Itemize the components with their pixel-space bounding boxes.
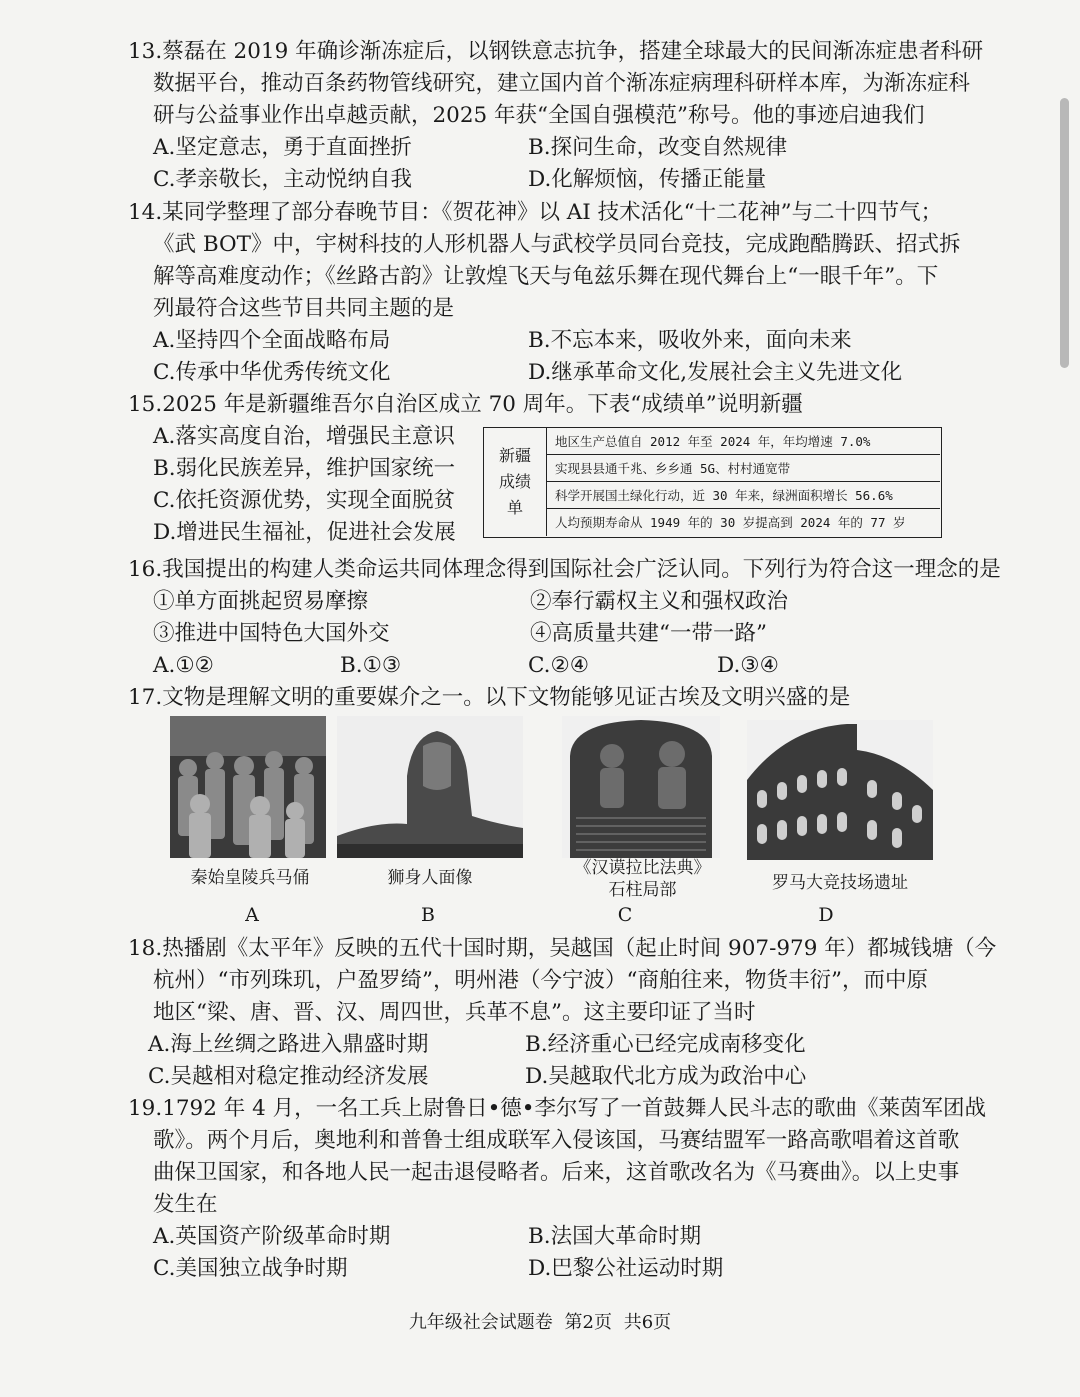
q16-item-3: ③推进中国特色大国外交 <box>153 621 390 646</box>
q15-stem: 15.2025 年是新疆维吾尔自治区成立 70 周年。下表“成绩单”说明新疆 <box>128 392 803 417</box>
q15-option-a: A.落实高度自治，增强民主意识 <box>153 424 455 449</box>
table-row: 人均预期寿命从 1949 年的 30 岁提高到 2024 年的 77 岁 <box>555 515 906 530</box>
q14-stem-line-2: 《武 BOT》中，宇树科技的人形机器人与武校学员同台竞技，完成跑酷腾跃、招式拆 <box>153 232 961 257</box>
q13-option-a: A.坚定意志，勇于直面挫折 <box>153 135 412 160</box>
q14-stem-line-3: 解等高难度动作；《丝路古韵》让敦煌飞天与龟兹乐舞在现代舞台上“一眼千年”。下 <box>153 264 939 289</box>
q13-stem-line-2: 数据平台，推动百条药物管线研究，建立国内首个渐冻症病理科研样本库，为渐冻症科 <box>153 71 971 96</box>
q18-option-c: C.吴越相对稳定推动经济发展 <box>148 1064 429 1089</box>
q15-option-c: C.依托资源优势，实现全面脱贫 <box>153 488 456 513</box>
q14-option-d: D.继承革命文化,发展社会主义先进文化 <box>528 360 903 385</box>
q16-item-1: ①单方面挑起贸易摩擦 <box>153 589 369 614</box>
q19-option-c: C.美国独立战争时期 <box>153 1256 348 1281</box>
q18-option-a: A.海上丝绸之路进入鼎盛时期 <box>148 1032 429 1057</box>
table-row: 地区生产总值自 2012 年至 2024 年，年均增速 7.0% <box>547 428 940 455</box>
q16-item-2: ②奉行霸权主义和强权政治 <box>530 589 789 614</box>
q16-stem: 16.我国提出的构建人类命运共同体理念得到国际社会广泛认同。下列行为符合这一理念的是 <box>128 557 1001 582</box>
q13-option-c: C.孝亲敬长，主动悦纳自我 <box>153 167 413 192</box>
colosseum-image <box>747 720 933 860</box>
caption-a: 秦始皇陵兵马俑 <box>190 868 310 888</box>
table-header-line: 新疆 <box>498 446 531 465</box>
sphinx-image <box>337 716 523 858</box>
q16-option-b: B.①③ <box>340 653 402 678</box>
q15-option-d: D.增进民生福祉，促进社会发展 <box>153 520 456 545</box>
q13-stem-line-3: 研与公益事业作出卓越贡献，2025 年获“全国自强模范”称号。他的事迹启迪我们 <box>153 103 925 128</box>
q13-option-b: B.探问生命，改变自然规律 <box>528 135 788 160</box>
table-row: 科学开展国土绿化行动，近 30 年来，绿洲面积增长 56.6% <box>547 482 940 509</box>
q13-stem-line-1: 13.蔡磊在 2019 年确诊渐冻症后，以钢铁意志抗争，搭建全球最大的民间渐冻症患者科研 <box>128 39 984 64</box>
q14-option-b: B.不忘本来，吸收外来，面向未来 <box>528 328 852 353</box>
table-row: 实现县县通千兆、乡乡通 5G、村村通宽带 <box>547 455 940 482</box>
q14-option-a: A.坚持四个全面战略布局 <box>153 328 391 353</box>
table-header-cell <box>484 428 547 536</box>
q18-stem-line-3: 地区“梁、唐、晋、汉、周四世，兵革不息”。这主要印证了当时 <box>153 1000 756 1025</box>
terracotta-warriors-image <box>170 716 326 858</box>
q19-stem-line-2: 歌》。两个月后，奥地利和普鲁士组成联军入侵该国，马赛结盟军一路高歌唱着这首歌 <box>153 1128 960 1153</box>
page-footer: 九年级社会试题卷 第2页 共6页 <box>408 1312 672 1333</box>
xinjiang-scorecard-table <box>483 427 942 538</box>
figure-letter-b: B <box>421 904 435 926</box>
caption-d: 罗马大竞技场遗址 <box>772 873 908 893</box>
page-scrollbar[interactable] <box>1060 98 1069 368</box>
table-header-line: 单 <box>506 498 523 517</box>
figure-letter-d: D <box>818 904 834 926</box>
q15-option-b: B.弱化民族差异，维护国家统一 <box>153 456 456 481</box>
q16-option-c: C.②④ <box>528 653 590 678</box>
q19-option-b: B.法国大革命时期 <box>528 1224 702 1249</box>
caption-c-line-2: 石柱局部 <box>608 880 677 900</box>
q16-option-a: A.①② <box>153 653 214 678</box>
q14-option-c: C.传承中华优秀传统文化 <box>153 360 391 385</box>
q19-stem-line-4: 发生在 <box>153 1192 218 1217</box>
q16-option-d: D.③④ <box>717 653 779 678</box>
q19-option-d: D.巴黎公社运动时期 <box>528 1256 724 1281</box>
caption-c-line-1: 《汉谟拉比法典》 <box>574 858 711 878</box>
q19-option-a: A.英国资产阶级革命时期 <box>153 1224 391 1249</box>
q18-stem-line-1: 18.热播剧《太平年》反映的五代十国时期，吴越国（起止时间 907-979 年）都城钱塘（今 <box>128 936 997 961</box>
figure-letter-c: C <box>617 904 633 926</box>
q13-option-d: D.化解烦恼，传播正能量 <box>528 167 767 192</box>
q19-stem-line-3: 曲保卫国家，和各地人民一起击退侵略者。后来，这首歌改名为《马赛曲》。以上史事 <box>153 1160 960 1185</box>
caption-b: 狮身人面像 <box>387 868 473 888</box>
hammurabi-stele-image <box>562 716 720 858</box>
q18-option-d: D.吴越取代北方成为政治中心 <box>525 1064 807 1089</box>
q17-stem: 17.文物是理解文明的重要媒介之一。以下文物能够见证古埃及文明兴盛的是 <box>128 685 851 710</box>
figure-letter-a: A <box>245 904 259 926</box>
q18-stem-line-2: 杭州）“市列珠玑，户盈罗绮”，明州港（今宁波）“商舶往来，物货丰衍”，而中原 <box>153 968 928 993</box>
q16-item-4: ④高质量共建“一带一路” <box>530 621 767 646</box>
q14-stem-line-4: 列最符合这些节目共同主题的是 <box>153 296 455 321</box>
q19-stem-line-1: 19.1792 年 4 月，一名工兵上尉鲁日•德•李尔写了一首鼓舞人民斗志的歌曲《莱茵军团战 <box>128 1096 986 1121</box>
q14-stem-line-1: 14.某同学整理了部分春晚节目：《贺花神》以 AI 技术活化“十二花神”与二十四节气； <box>128 200 943 225</box>
table-header-line: 成绩 <box>498 472 531 491</box>
q18-option-b: B.经济重心已经完成南移变化 <box>525 1032 806 1057</box>
